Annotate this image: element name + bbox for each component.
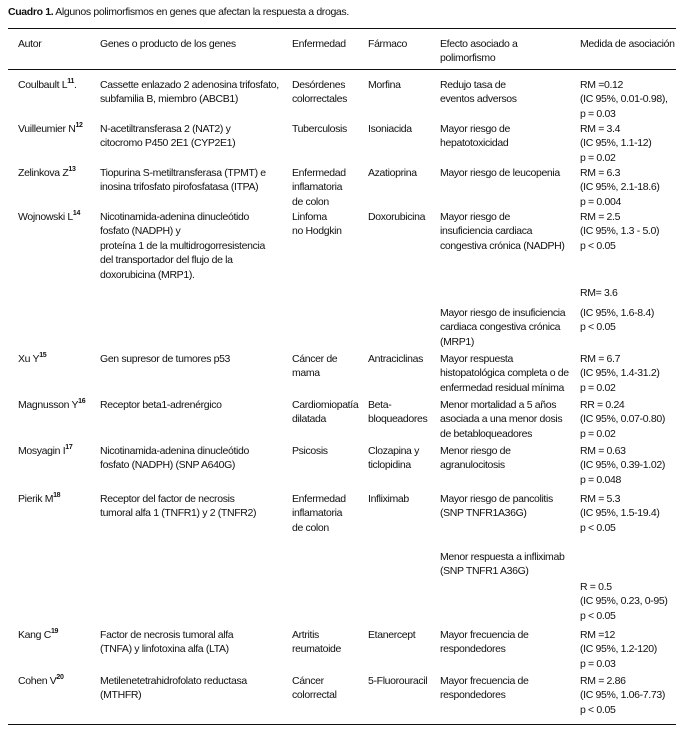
cell-enfermedad-line: Linfoma (292, 211, 327, 223)
column-header-genes (100, 37, 236, 51)
cell-medida (580, 444, 665, 487)
cell-autor (18, 352, 46, 366)
author-name: Coulbault L (18, 79, 68, 91)
cell-farmaco (368, 398, 427, 427)
cell-enfermedad (292, 210, 342, 239)
cell-efecto (440, 492, 553, 521)
cell-genes-line: subfamilia B, miembro (ABCB1) (100, 93, 239, 106)
cell-medida-line: (IC 95%, 1.06-7.73) (580, 689, 665, 702)
cell-enfermedad (292, 78, 347, 107)
cell-autor (18, 492, 60, 506)
cell-medida-secondary-value-line: RM= 3.6 (580, 287, 618, 299)
cell-enfermedad-line: colorrectal (292, 689, 337, 702)
cell-medida-secondary-line: R = 0.5 (580, 581, 612, 593)
cell-enfermedad (292, 492, 346, 535)
cell-enfermedad (292, 398, 358, 427)
cell-medida (580, 78, 668, 121)
cell-enfermedad-line: Desórdenes (292, 79, 346, 91)
cell-medida-line: RM = 6.7 (580, 353, 621, 365)
cell-efecto-secondary-line: cardiaca congestiva crónica (440, 321, 561, 334)
cell-efecto-line: Mayor riesgo de leucopenia (440, 167, 560, 179)
cell-efecto-line: agranulocitosis (440, 459, 505, 472)
cell-genes (100, 122, 235, 151)
caption-text: Algunos polimorfismos en genes que afectan la respuesta a drogas. (55, 6, 349, 18)
cell-genes-line: tumoral alfa 1 (TNFR1) y 2 (TNFR2) (100, 507, 257, 520)
cell-enfermedad-line: Cáncer de (292, 353, 338, 365)
reference-number: 15 (39, 352, 47, 359)
reference-number: 17 (65, 444, 73, 451)
reference-number: 18 (53, 492, 61, 499)
bottom-rule (8, 724, 676, 725)
table-caption (8, 6, 349, 18)
cell-enfermedad (292, 628, 341, 657)
cell-medida-line: (IC 95%, 0.07-0.80) (580, 413, 665, 426)
author-name: Magnusson Y (18, 399, 79, 411)
cell-enfermedad (292, 166, 346, 209)
cell-farmaco-line: Azatioprina (368, 167, 417, 179)
cell-medida-secondary-line: (IC 95%, 0.23, 0-95) (580, 595, 668, 608)
author-name: Wojnowski L (18, 211, 73, 223)
cell-efecto (440, 210, 565, 253)
cell-efecto-line: eventos adversos (440, 93, 517, 106)
cell-genes-line: fosfato (NADPH) y (100, 225, 181, 238)
author-name: Mosyagin I (18, 445, 66, 457)
reference-number: 11 (67, 78, 74, 85)
reference-number: 20 (56, 674, 64, 681)
cell-farmaco-line: Antraciclinas (368, 353, 423, 365)
cell-medida-line: RM = 0.63 (580, 445, 626, 457)
cell-efecto-secondary (440, 306, 565, 349)
cell-efecto-line: Mayor respuesta (440, 353, 513, 365)
cell-farmaco (368, 166, 417, 180)
cell-medida (580, 210, 659, 253)
cell-efecto-line: Redujo tasa de (440, 79, 506, 91)
reference-number: 16 (78, 398, 86, 405)
cell-enfermedad (292, 674, 337, 703)
cell-medida-secondary-line: p < 0.05 (580, 609, 616, 622)
cell-enfermedad-line: dilatada (292, 413, 326, 426)
cell-efecto-secondary-line: Mayor riesgo de insuficiencia (440, 307, 566, 319)
cell-genes-line: Metilenetetrahidrofolato reductasa (100, 675, 247, 687)
cell-autor (18, 122, 83, 136)
column-header-efecto-line: polimorfismo (440, 52, 496, 65)
cell-medida-line: (IC 95%, 1.4-31.2) (580, 367, 660, 380)
cell-efecto-line: Menor riesgo de (440, 445, 511, 457)
caption-label: Cuadro 1. (8, 6, 54, 18)
cell-farmaco (368, 492, 409, 506)
column-header-efecto-line: Efecto asociado a (440, 38, 518, 50)
cell-medida-line: (IC 95%, 1.2-120) (580, 643, 657, 656)
cell-efecto (440, 166, 560, 180)
cell-medida-secondary (580, 580, 668, 623)
cell-genes-line: Gen supresor de tumores p53 (100, 353, 231, 365)
cell-efecto-secondary-line: (MRP1) (440, 335, 475, 348)
cell-efecto-line: (SNP TNFR1A36G) (440, 507, 527, 520)
column-header-medida-line: Medida de asociación (580, 38, 675, 50)
cell-medida-secondary-line: p < 0.05 (580, 321, 616, 334)
cell-efecto-line: Mayor riesgo de pancolitis (440, 493, 553, 505)
cell-genes-line: Cassette enlazado 2 adenosina trifosfato, (100, 79, 279, 91)
cell-efecto (440, 628, 528, 657)
cell-enfermedad-line: no Hodgkin (292, 225, 342, 238)
cell-efecto (440, 444, 511, 473)
cell-medida (580, 166, 660, 209)
cell-genes-line: Receptor beta1-adrenérgico (100, 399, 222, 411)
cell-genes-line: del transportador del flujo de la (100, 254, 233, 267)
cell-genes (100, 210, 265, 282)
cell-farmaco-line: Etanercept (368, 629, 416, 641)
author-name: Xu Y (18, 353, 40, 365)
column-header-enfermedad (292, 37, 346, 51)
cell-medida (580, 398, 665, 441)
cell-medida-line: (IC 95%, 1.3 - 5.0) (580, 225, 660, 238)
cell-efecto-line: congestiva crónica (NADPH) (440, 239, 565, 252)
cell-efecto (440, 674, 528, 703)
cell-autor (18, 166, 76, 180)
cell-farmaco-line: Isoniacida (368, 123, 412, 135)
cell-medida-secondary-line: (IC 95%, 1.6-8.4) (580, 307, 654, 319)
column-header-farmaco-line: Fármaco (368, 38, 407, 50)
cell-genes-line: inosina trifosfato pirofosfatasa (ITPA) (100, 181, 259, 194)
cell-medida-line: (IC 95%, 1.1-12) (580, 137, 652, 150)
cell-enfermedad-line: inflamatoria (292, 181, 343, 194)
cell-enfermedad-line: reumatoide (292, 643, 342, 656)
cell-medida-line: p < 0.05 (580, 239, 616, 252)
cell-efecto (440, 122, 510, 151)
cell-enfermedad (292, 352, 337, 381)
author-name: Pierik M (18, 493, 54, 505)
cell-genes-line: Nicotinamida-adenina dinucleótido (100, 211, 249, 223)
cell-medida-line: RM = 5.3 (580, 493, 621, 505)
cell-efecto-line: respondedores (440, 643, 506, 656)
cell-enfermedad-line: mama (292, 367, 320, 380)
cell-enfermedad-line: inflamatoria (292, 507, 343, 520)
cell-genes (100, 628, 233, 657)
cell-farmaco (368, 122, 412, 136)
cell-efecto (440, 78, 517, 107)
author-name: Kang C (18, 629, 51, 641)
cell-efecto-line: Mayor riesgo de (440, 123, 511, 135)
cell-medida-line: RM = 3.4 (580, 123, 621, 135)
column-header-genes-line: Genes o producto de los genes (100, 38, 236, 50)
reference-number: 13 (68, 166, 76, 173)
column-header-autor-line: Autor (18, 38, 42, 50)
cell-medida-line: p = 0.02 (580, 151, 616, 164)
cell-genes-line: Tiopurina S-metiltransferasa (TPMT) e (100, 167, 266, 179)
cell-efecto-line: respondedores (440, 689, 506, 702)
cell-genes-line: Nicotinamida-adenina dinucleótido (100, 445, 249, 457)
cell-medida-line: p = 0.004 (580, 195, 621, 208)
author-suffix: . (73, 79, 77, 91)
cell-enfermedad-line: de colon (292, 521, 329, 534)
cell-autor (18, 674, 64, 688)
cell-medida-line: p = 0.048 (580, 473, 621, 486)
cell-medida-line: (IC 95%, 0.39-1.02) (580, 459, 665, 472)
author-name: Cohen V (18, 675, 57, 687)
column-header-autor (18, 37, 41, 51)
cell-farmaco-line: bloqueadores (368, 413, 428, 426)
cell-farmaco-line: Morfina (368, 79, 401, 91)
cell-medida (580, 492, 660, 535)
cell-enfermedad-line: Cáncer (292, 675, 324, 687)
cell-efecto-line: histopatológica completa o de (440, 367, 569, 380)
column-header-enfermedad-line: Enfermedad (292, 38, 346, 50)
cell-genes (100, 78, 279, 107)
cell-genes-line: Receptor del factor de necrosis (100, 493, 235, 505)
column-header-efecto (440, 37, 518, 66)
cell-medida-line: (IC 95%, 1.5-19.4) (580, 507, 660, 520)
cell-efecto-line: Menor mortalidad a 5 años (440, 399, 557, 411)
cell-genes (100, 492, 256, 521)
cell-medida (580, 352, 660, 395)
cell-medida-line: RM =12 (580, 629, 615, 641)
cell-efecto-line: Mayor riesgo de (440, 211, 511, 223)
author-name: Zelinkova Z (18, 167, 69, 179)
cell-farmaco (368, 628, 415, 642)
cell-efecto-line: de betabloqueadores (440, 427, 533, 440)
cell-efecto-line: Mayor frecuencia de (440, 675, 529, 687)
cell-enfermedad-line: Enfermedad (292, 493, 346, 505)
cell-medida-line: RM = 2.5 (580, 211, 621, 223)
cell-efecto-secondary (440, 550, 564, 579)
cell-farmaco-line: 5-Fluorouracil (368, 675, 428, 687)
cell-efecto-line: hepatotoxicidad (440, 137, 509, 150)
cell-genes-line: Factor de necrosis tumoral alfa (100, 629, 234, 641)
cell-genes-line: (TNFA) y linfotoxina alfa (LTA) (100, 643, 229, 656)
cell-farmaco-line: Beta- (368, 399, 392, 411)
cell-farmaco-line: ticlopidina (368, 459, 411, 472)
cell-medida-line: RM = 6.3 (580, 167, 621, 179)
cell-efecto-line: Mayor frecuencia de (440, 629, 529, 641)
cell-genes-line: proteína 1 de la multidrogorresistencia (100, 239, 265, 252)
reference-number: 19 (50, 628, 59, 635)
cell-medida-line: RM =0.12 (580, 79, 624, 91)
cell-farmaco-line: Doxorubicina (368, 211, 426, 223)
cell-medida-line: RM = 2.86 (580, 675, 626, 687)
cell-enfermedad-line: Artritis (292, 629, 319, 641)
cell-genes (100, 166, 266, 195)
cell-efecto-line: insuficiencia cardiaca (440, 225, 533, 238)
cell-genes-line: citocromo P450 2E1 (CYP2E1) (100, 137, 236, 150)
cell-medida-secondary-value (580, 286, 618, 300)
cell-enfermedad-line: de colon (292, 195, 329, 208)
cell-medida-line: p = 0.02 (580, 427, 616, 440)
cell-farmaco-line: Infliximab (368, 493, 409, 505)
column-header-farmaco (368, 37, 407, 51)
cell-farmaco-line: Clozapina y (368, 445, 420, 457)
cell-autor (18, 78, 77, 92)
header-rule (8, 69, 676, 70)
cell-efecto-line: asociada a una menor dosis (440, 413, 563, 426)
cell-efecto-secondary-line: (SNP TNFR1 A36G) (440, 565, 529, 578)
cell-enfermedad-line: Enfermedad (292, 167, 346, 179)
cell-autor (18, 444, 72, 458)
column-header-medida (580, 37, 675, 51)
cell-farmaco (368, 444, 419, 473)
cell-medida-line: (IC 95%, 2.1-18.6) (580, 181, 660, 194)
cell-enfermedad-line: colorrectales (292, 93, 347, 106)
cell-enfermedad-line: Tuberculosis (292, 123, 347, 135)
cell-medida (580, 122, 651, 165)
cell-autor (18, 398, 85, 412)
cell-medida-line: RR = 0.24 (580, 399, 625, 411)
cell-enfermedad-line: Cardiomiopatía (292, 399, 359, 411)
cell-medida (580, 628, 657, 671)
cell-medida-line: p < 0.05 (580, 703, 616, 716)
reference-number: 14 (72, 210, 80, 217)
cell-medida-line: p < 0.05 (580, 521, 616, 534)
cell-genes-line: (MTHFR) (100, 689, 142, 702)
cell-efecto-line: enfermedad residual mínima (440, 381, 564, 394)
cell-genes-line: fosfato (NADPH) (SNP A640G) (100, 459, 236, 472)
cell-efecto (440, 352, 569, 395)
cell-autor (18, 210, 80, 224)
cell-enfermedad-line: Psicosis (292, 445, 328, 457)
cell-medida-secondary (580, 306, 654, 335)
cell-medida-line: p = 0.02 (580, 381, 616, 394)
cell-medida-line: p = 0.03 (580, 107, 616, 120)
cell-farmaco (368, 352, 423, 366)
cell-genes-line: doxorubicina (MRP1). (100, 268, 195, 281)
cell-genes-line: N-acetiltransferasa 2 (NAT2) y (100, 123, 231, 135)
top-rule (8, 28, 676, 29)
cell-medida (580, 674, 665, 717)
cell-farmaco (368, 210, 425, 224)
cell-farmaco (368, 78, 401, 92)
cell-genes (100, 352, 230, 366)
cell-genes (100, 398, 222, 412)
cell-medida-line: (IC 95%, 0.01-0.98), (580, 93, 668, 106)
cell-enfermedad (292, 444, 328, 458)
cell-autor (18, 628, 58, 642)
cell-efecto (440, 398, 562, 441)
cell-farmaco (368, 674, 427, 688)
cell-genes (100, 444, 249, 473)
cell-efecto-secondary-line: Menor respuesta a infliximab (440, 551, 565, 563)
reference-number: 12 (75, 122, 83, 129)
cell-genes (100, 674, 247, 703)
cell-medida-line: p = 0.03 (580, 657, 616, 670)
author-name: Vuilleumier N (18, 123, 76, 135)
cell-enfermedad (292, 122, 347, 136)
